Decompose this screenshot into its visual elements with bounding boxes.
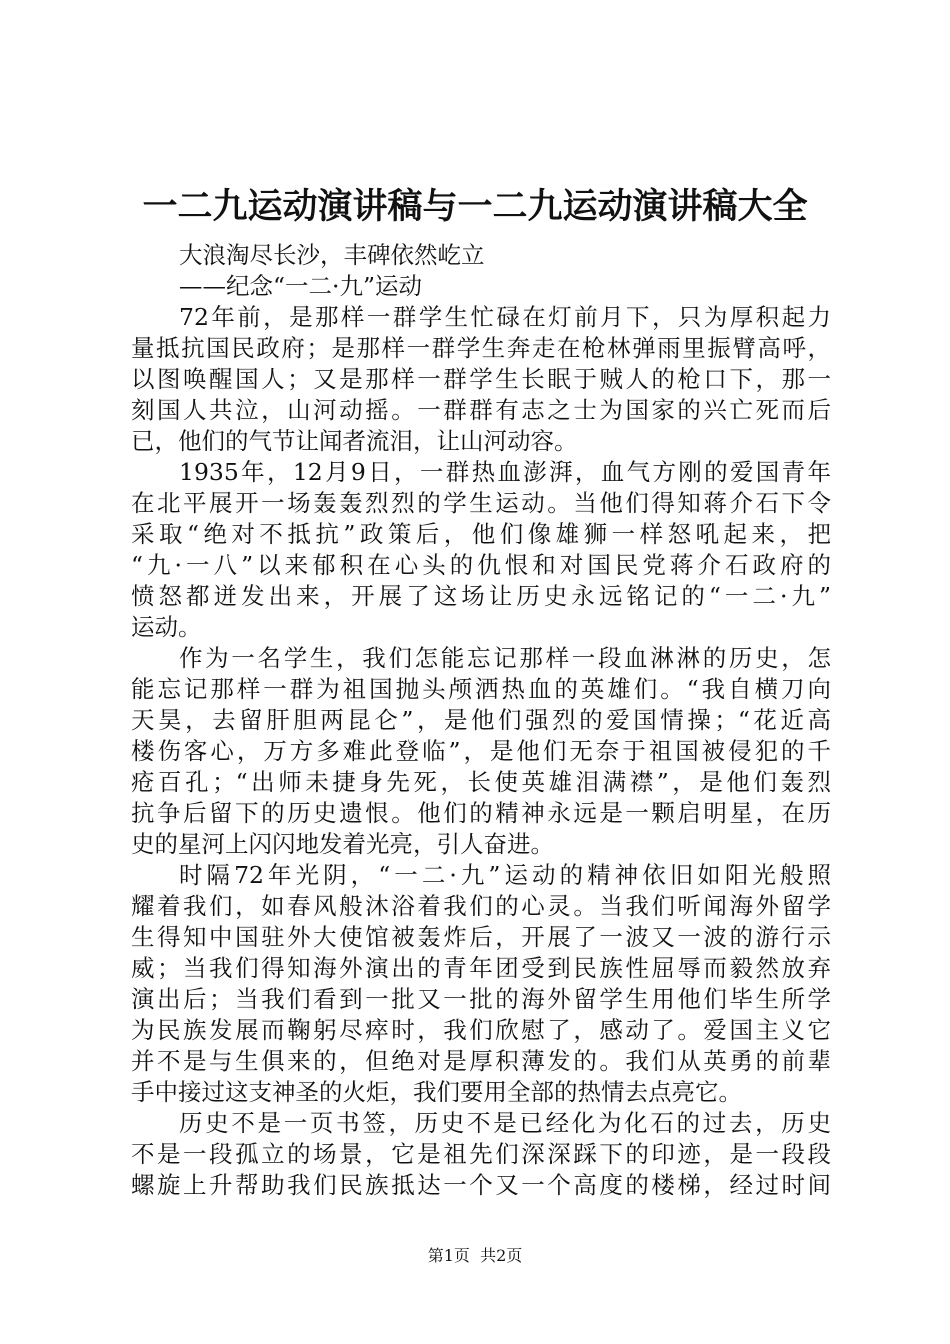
body-line: 史的星河上闪闪地发着光亮，引人奋进。: [131, 830, 554, 858]
body-line: “九·一八”以来郁积在心头的仇恨和对国民党蒋介石政府的: [131, 551, 831, 579]
page-footer: 第1页 共2页: [427, 1246, 523, 1265]
body-line: 耀着我们，如春风般沐浴着我们的心灵。当我们听闻海外留学: [131, 892, 831, 920]
body-line: 以图唤醒国人；又是那样一群学生长眠于贼人的枪口下，那一: [131, 365, 831, 393]
body-line: 能忘记那样一群为祖国抛头颅洒热血的英雄们。“我自横刀向: [131, 675, 831, 703]
body-line: 疮百孔；“出师未捷身先死，长使英雄泪满襟”，是他们轰烈: [131, 768, 831, 796]
body-line: 天昊，去留肝胆两昆仑”，是他们强烈的爱国情操；“花近高: [131, 706, 831, 734]
body-line: 愤怒都迸发出来，开展了这场让历史永远铭记的“一二·九”: [131, 582, 831, 610]
body-line: 在北平展开一场轰轰烈烈的学生运动。当他们得知蒋介石下令: [131, 489, 831, 517]
body-line: 大浪淘尽长沙，丰碑依然屹立: [179, 241, 485, 269]
body-line: 生得知中国驻外大使馆被轰炸后，开展了一波又一波的游行示: [131, 923, 831, 951]
body-line: 72年前，是那样一群学生忙碌在灯前月下，只为厚积起力: [179, 303, 831, 331]
body-line: 运动。: [131, 613, 202, 641]
body-line: 1935年，12月9日，一群热血澎湃，血气方刚的爱国青年: [179, 458, 831, 486]
document-body: [131, 240, 831, 1201]
body-line: 采取“绝对不抵抗”政策后，他们像雄狮一样怒吼起来，把: [131, 520, 831, 548]
body-line: 已，他们的气节让闻者流泪，让山河动容。: [131, 427, 578, 455]
body-line: 手中接过这支神圣的火炬，我们要用全部的热情去点亮它。: [131, 1078, 742, 1106]
body-line: 量抵抗国民政府；是那样一群学生奔走在枪林弹雨里振臂高呼，: [131, 334, 831, 362]
body-line: 威；当我们得知海外演出的青年团受到民族性屈辱而毅然放弃: [131, 954, 831, 982]
body-line: 楼伤客心，万方多难此登临”，是他们无奈于祖国被侵犯的千: [131, 737, 831, 765]
body-line: 抗争后留下的历史遗恨。他们的精神永远是一颗启明星，在历: [131, 799, 831, 827]
body-line: 并不是与生俱来的，但绝对是厚积薄发的。我们从英勇的前辈: [131, 1047, 831, 1075]
body-line: 螺旋上升帮助我们民族抵达一个又一个高度的楼梯，经过时间: [131, 1171, 831, 1199]
body-line: ——纪念“一二·九”运动: [179, 272, 422, 300]
body-line: 时隔72年光阴，“一二·九”运动的精神依旧如阳光般照: [179, 861, 831, 889]
document-title: 一二九运动演讲稿与一二九运动演讲稿大全: [142, 186, 808, 227]
body-line: 为民族发展而鞠躬尽瘁时，我们欣慰了，感动了。爱国主义它: [131, 1016, 831, 1044]
body-line: 刻国人共泣，山河动摇。一群群有志之士为国家的兴亡死而后: [131, 396, 831, 424]
body-line: 演出后；当我们看到一批又一批的海外留学生用他们毕生所学: [131, 985, 831, 1013]
body-line: 作为一名学生，我们怎能忘记那样一段血淋淋的历史，怎: [179, 644, 831, 672]
body-line: 历史不是一页书签，历史不是已经化为化石的过去，历史: [179, 1109, 831, 1137]
body-line: 不是一段孤立的场景，它是祖先们深深踩下的印迹，是一段段: [131, 1140, 831, 1168]
